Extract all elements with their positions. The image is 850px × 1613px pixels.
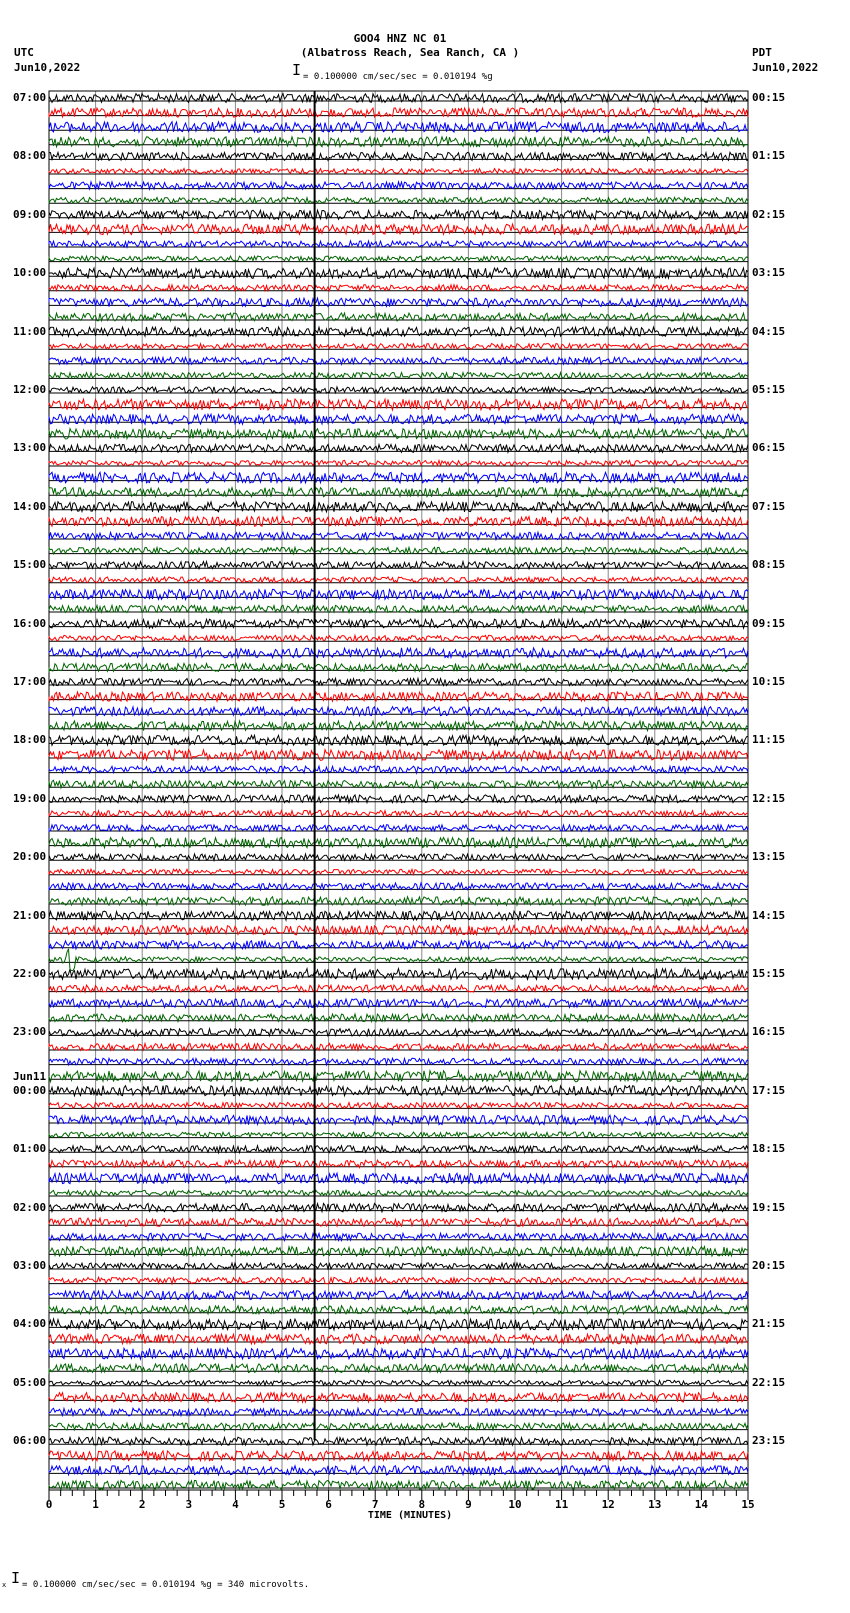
seismic-trace — [49, 985, 748, 992]
seismic-trace — [49, 472, 748, 483]
pdt-hour-label: 04:15 — [752, 324, 786, 338]
utc-hour-label: 20:00 — [13, 850, 47, 864]
seismic-trace — [49, 1319, 748, 1330]
utc-hour-label: 18:00 — [13, 733, 47, 747]
pdt-hour-label: 06:15 — [752, 441, 786, 455]
pdt-hour-label: 11:15 — [752, 733, 786, 747]
seismic-trace — [49, 502, 748, 512]
seismic-trace — [49, 969, 748, 980]
x-tick-label: 6 — [325, 1498, 332, 1511]
pdt-hour-label: 19:15 — [752, 1200, 786, 1214]
seismic-trace — [49, 373, 748, 379]
pdt-hour-label: 01:15 — [752, 149, 786, 163]
pdt-hour-label: 08:15 — [752, 558, 786, 572]
pdt-hour-label: 21:15 — [752, 1317, 786, 1331]
pdt-hour-label: 17:15 — [752, 1083, 786, 1097]
station-location: (Albatross Reach, Sea Ranch, CA ) — [300, 46, 520, 59]
seismic-trace — [49, 825, 748, 831]
utc-hour-label: 13:00 — [13, 441, 47, 455]
seismic-trace — [49, 357, 748, 364]
seismic-trace — [49, 854, 748, 860]
pdt-hour-label: 00:15 — [752, 91, 786, 104]
x-tick-label: 1 — [92, 1498, 99, 1511]
x-tick-label: 10 — [508, 1498, 522, 1511]
pdt-hour-label: 10:15 — [752, 675, 786, 688]
pdt-hour-label: 05:15 — [752, 383, 786, 396]
x-tick-label: 5 — [278, 1498, 286, 1511]
seismic-trace — [49, 344, 748, 349]
x-tick-label: 8 — [418, 1498, 426, 1511]
utc-hour-label: 02:00 — [13, 1200, 47, 1214]
x-tick-label: 3 — [185, 1498, 193, 1511]
seismic-trace — [49, 838, 748, 848]
utc-hour-label: 01:00 — [13, 1142, 47, 1156]
pdt-hour-label: 12:15 — [752, 791, 786, 805]
seismic-trace — [49, 589, 748, 599]
x-tick-label: 2 — [138, 1498, 146, 1511]
seismic-trace — [49, 1132, 748, 1137]
utc-hour-label: 17:00 — [13, 675, 47, 688]
pdt-hour-label: 07:15 — [752, 499, 786, 513]
pdt-hour-label: 18:15 — [752, 1142, 786, 1156]
seismic-trace — [49, 1380, 748, 1385]
scale-bar-icon: I — [292, 61, 302, 79]
pdt-hour-label: 23:15 — [752, 1434, 786, 1448]
pdt-hour-label: 15:15 — [752, 967, 786, 980]
utc-hour-label: 04:00 — [13, 1317, 47, 1331]
seismic-trace — [49, 256, 748, 261]
seismic-trace — [49, 1071, 748, 1082]
seismic-trace — [49, 547, 748, 554]
pdt-hour-label: 14:15 — [752, 908, 786, 922]
seismic-trace — [49, 1103, 748, 1109]
utc-hour-label: 08:00 — [13, 149, 47, 163]
seismic-trace — [49, 169, 748, 174]
seismic-trace — [49, 1190, 748, 1195]
seismic-trace — [49, 387, 748, 393]
x-tick-label: 13 — [648, 1498, 662, 1511]
seismic-trace — [49, 429, 748, 439]
seismic-trace — [49, 1146, 748, 1153]
utc-hour-label: 00:00 — [13, 1083, 47, 1097]
seismic-trace — [49, 750, 748, 761]
pdt-hour-label: 13:15 — [752, 850, 786, 864]
utc-hour-label: 06:00 — [13, 1434, 47, 1448]
seismic-trace — [49, 1263, 748, 1269]
seismic-trace — [49, 224, 748, 234]
utc-hour-label: 21:00 — [13, 908, 47, 922]
seismic-trace — [49, 1173, 748, 1184]
pdt-hour-label: 02:15 — [752, 207, 786, 221]
seismic-trace — [49, 285, 748, 291]
seismic-trace — [49, 1348, 748, 1359]
seismic-trace — [49, 577, 748, 583]
seismic-trace — [49, 460, 748, 465]
x-tick-label: 7 — [371, 1498, 379, 1511]
utc-hour-label: 16:00 — [13, 616, 47, 630]
seismic-trace — [49, 810, 748, 816]
utc-hour-label: 11:00 — [13, 324, 47, 338]
seismic-trace — [49, 869, 748, 874]
x-tick-label: 12 — [601, 1498, 615, 1511]
x-tick-label: 4 — [232, 1498, 239, 1511]
scale-text: = 0.100000 cm/sec/sec = 0.010194 %g — [303, 72, 493, 82]
pdt-hour-label: 03:15 — [752, 266, 786, 280]
station-title: GOO4 HNZ NC 01 — [353, 32, 447, 45]
seismic-trace — [49, 766, 748, 773]
seismic-trace — [49, 241, 748, 247]
utc-hour-label: 07:00 — [13, 91, 47, 104]
x-axis-label: TIME (MINUTES) — [367, 1510, 453, 1521]
x-tick-label: 9 — [465, 1498, 472, 1511]
seismic-trace — [49, 197, 748, 203]
left-date: Jun10,2022 — [14, 61, 81, 74]
utc-hour-label: 23:00 — [13, 1025, 47, 1039]
date-change-label: Jun11 — [13, 1069, 47, 1083]
left-timezone: UTC — [14, 46, 34, 59]
x-tick-label: 0 — [45, 1498, 53, 1511]
seismic-trace — [49, 399, 748, 410]
x-tick-label: 11 — [554, 1498, 569, 1511]
footer-scale-prefix: x — [2, 1581, 7, 1589]
pdt-hour-label: 16:15 — [752, 1025, 786, 1039]
utc-hour-label: 09:00 — [13, 207, 47, 221]
right-date: Jun10,2022 — [752, 61, 819, 74]
pdt-hour-label: 22:15 — [752, 1375, 786, 1389]
pdt-hour-label: 20:15 — [752, 1259, 786, 1272]
x-tick-label: 14 — [694, 1498, 709, 1511]
seismic-trace — [49, 1058, 748, 1065]
right-timezone: PDT — [752, 46, 772, 59]
utc-hour-label: 12:00 — [13, 383, 47, 396]
seismic-trace — [49, 122, 748, 133]
seismic-trace — [49, 883, 748, 890]
utc-hour-label: 14:00 — [13, 499, 47, 513]
footer-scale-text: = 0.100000 cm/sec/sec = 0.010194 %g = 340 microvolts. — [22, 1580, 310, 1590]
seismic-trace — [49, 1086, 748, 1096]
pdt-hour-label: 09:15 — [752, 616, 786, 630]
seismic-trace — [49, 268, 748, 278]
utc-hour-label: 15:00 — [13, 558, 47, 572]
utc-hour-label: 19:00 — [13, 791, 47, 805]
utc-hour-label: 05:00 — [13, 1375, 47, 1389]
seismic-trace — [49, 635, 748, 641]
utc-hour-label: 03:00 — [13, 1259, 47, 1272]
seismic-trace — [49, 1277, 748, 1284]
utc-hour-label: 10:00 — [13, 266, 47, 280]
footer-scale-bar-icon: I — [11, 1569, 21, 1587]
x-tick-label: 15 — [741, 1498, 755, 1511]
utc-hour-label: 22:00 — [13, 967, 47, 980]
